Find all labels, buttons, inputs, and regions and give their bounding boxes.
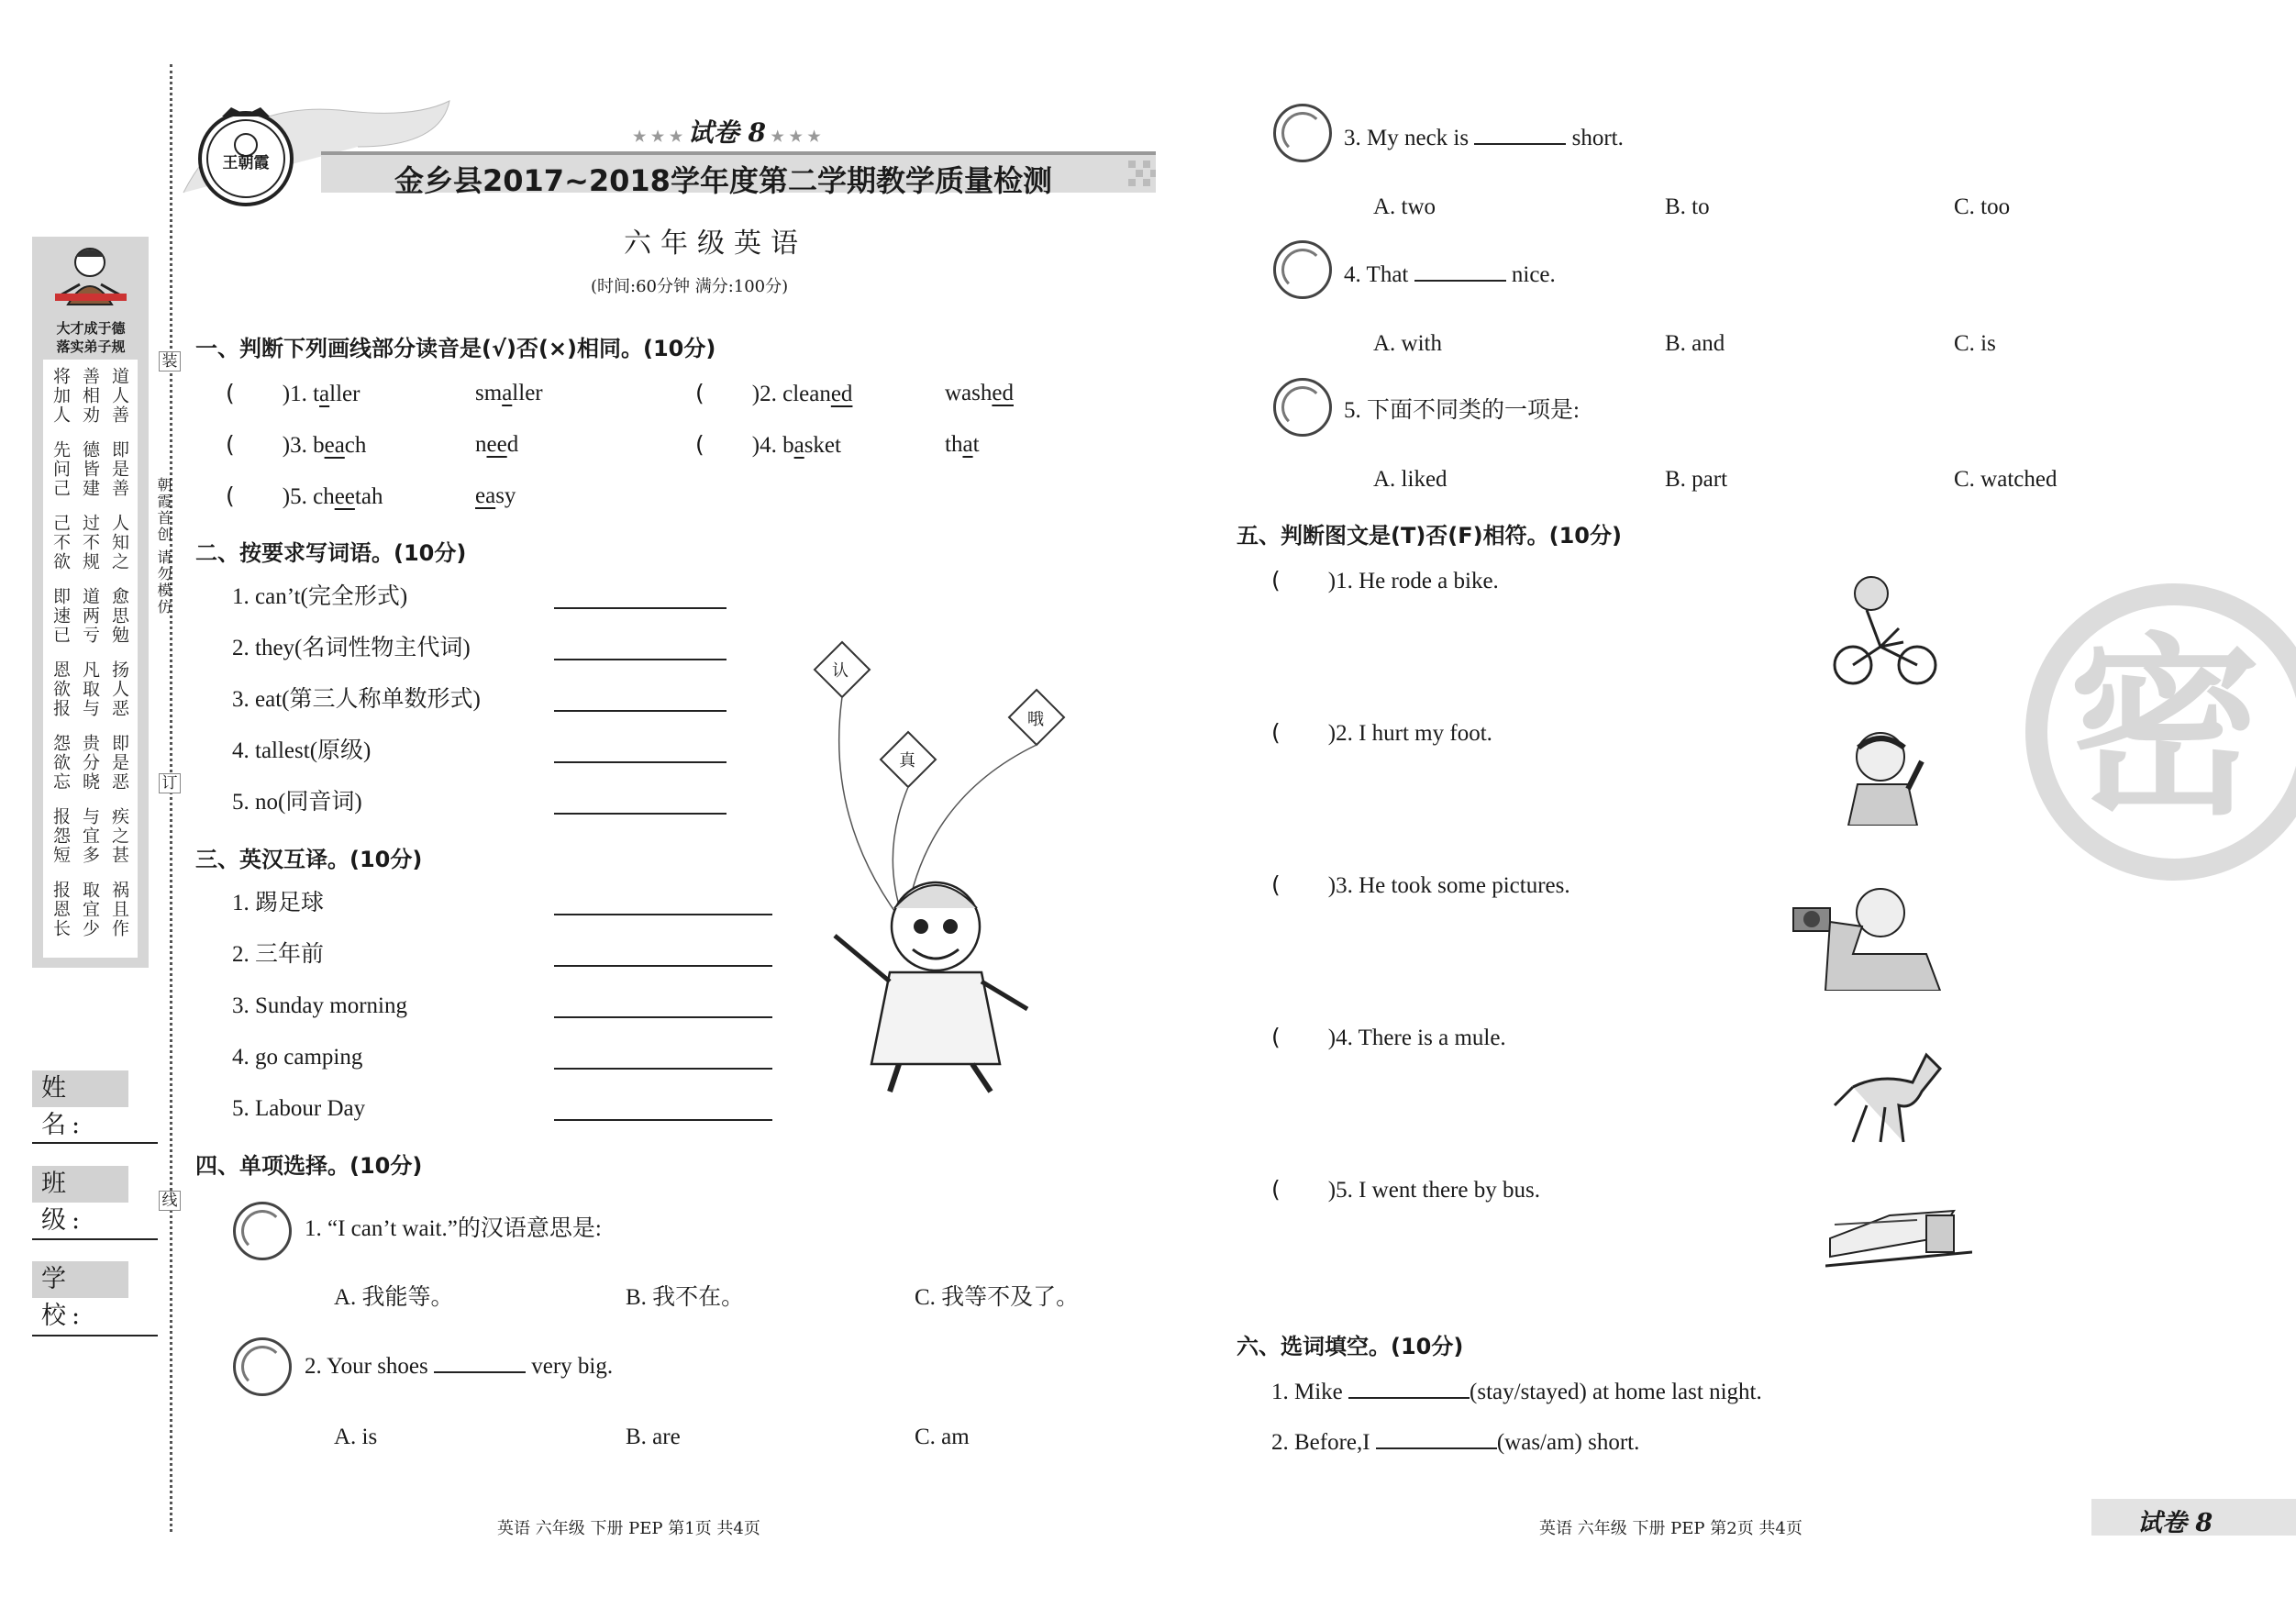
motto-column: 报恩长 [50, 881, 71, 938]
motto-column: 先问己 [50, 440, 71, 498]
section4-title: 四、单项选择。(10分) [195, 1153, 423, 1179]
class-field[interactable] [32, 1238, 158, 1240]
word-2: that [945, 432, 980, 457]
mc-option-b[interactable]: B. are [626, 1425, 681, 1449]
item-number: )1. [282, 382, 307, 406]
question-ring-icon [233, 1337, 292, 1396]
word-1: beach [313, 433, 367, 458]
answer-blank[interactable] [1414, 280, 1506, 282]
picture-judge-item: ( )3. He took some pictures. [1271, 871, 1570, 898]
binding-tag: 线 [159, 1191, 181, 1211]
motto-column: 即速已 [50, 587, 71, 645]
motto-column: 扬人恶 [109, 660, 129, 718]
item-number: )4. [751, 433, 777, 458]
word-form-item: 4. tallest(原级) [232, 738, 372, 763]
section2-title: 二、按要求写词语。(10分) [195, 540, 467, 566]
star-icon: ★ ★ ★ [633, 128, 688, 145]
motto-column: 即是恶 [109, 734, 129, 792]
mc-option-b[interactable]: B. to [1665, 194, 1710, 219]
answer-line[interactable] [554, 659, 727, 660]
picture-judge-item: ( )1. He rode a bike. [1271, 567, 1499, 593]
logo-text: 王朝霞 [222, 154, 270, 172]
motto-column: 德皆建 [80, 440, 100, 498]
mc-option-c[interactable]: C. am [915, 1425, 970, 1449]
answer-line[interactable] [554, 965, 772, 967]
translation-item: 2. 三年前 [232, 942, 325, 967]
word-2: smaller [475, 381, 543, 405]
statement: )2. I hurt my foot. [1327, 721, 1492, 746]
phonics-item: ( )5. cheetah [226, 482, 383, 509]
train-picture [1825, 1202, 1972, 1275]
mc-option-a[interactable]: A. 我能等。 [334, 1285, 454, 1310]
fill-blank-question [1271, 1381, 1762, 1403]
translation-item: 5. Labour Day [232, 1096, 366, 1121]
class-label: 班 级: [32, 1166, 128, 1203]
answer-blank[interactable] [1348, 1397, 1470, 1399]
footer-tag: 试卷 8 [2137, 1509, 2213, 1537]
star-icon: ★ ★ ★ [765, 128, 821, 145]
phonics-item: ( )1. taller [226, 380, 360, 406]
question-text: 3. My neck is [1344, 126, 1470, 150]
boy-on-bike-picture [1830, 573, 1940, 688]
question-text: very big. [531, 1354, 614, 1379]
mc-option-c[interactable]: C. is [1954, 331, 1996, 356]
answer-line[interactable] [554, 914, 772, 915]
footer-right: 英语 六年级 下册 PEP 第2页 共4页 [1539, 1519, 1802, 1538]
kite-label: 认 [832, 661, 849, 681]
translation-item: 3. Sunday morning [232, 993, 407, 1018]
statement: )3. He took some pictures. [1327, 873, 1570, 898]
question-text: short. [1571, 126, 1624, 150]
statement: )4. There is a mule. [1327, 1026, 1506, 1050]
school-field[interactable] [32, 1335, 158, 1336]
question-text: nice. [1511, 262, 1556, 287]
mc-option-c[interactable]: C. watched [1954, 467, 2058, 492]
picture-judge-item: ( )5. I went there by bus. [1271, 1176, 1540, 1203]
word-1: basket [782, 433, 841, 458]
kite-clown-illustration [807, 633, 1119, 1101]
statement: )1. He rode a bike. [1327, 569, 1499, 593]
word-form-item: 3. eat(第三人称单数形式) [232, 687, 481, 712]
subject-title: 六年级英语 [624, 227, 807, 260]
motto-line: 落实弟子规 [56, 338, 126, 355]
motto-column: 将加人 [50, 367, 71, 425]
phonics-item: ( )2. cleaned [695, 380, 853, 406]
mc-question: 5. 下面不同类的一项是: [1344, 398, 1580, 423]
mule-picture [1825, 1041, 1945, 1147]
word-2: washed [945, 381, 1014, 405]
section6-title: 六、选词填空。(10分) [1237, 1334, 1464, 1359]
hurt-girl-picture [1835, 725, 1936, 826]
motto-column: 与宜多 [80, 807, 100, 865]
question-text: (was/am) short. [1496, 1430, 1640, 1455]
answer-blank[interactable] [1376, 1447, 1497, 1449]
question-text: 4. That [1344, 262, 1409, 287]
question-ring-icon [1273, 378, 1332, 437]
mc-option-a[interactable]: A. liked [1373, 467, 1447, 492]
motto-column: 怨欲忘 [50, 734, 71, 792]
seal-character: 密 [2069, 616, 2262, 841]
motto-column: 即是善 [109, 440, 129, 498]
statement: )5. I went there by bus. [1327, 1178, 1540, 1203]
mc-option-b[interactable]: B. 我不在。 [626, 1285, 745, 1310]
phonics-item: ( )4. basket [695, 431, 841, 458]
footer-left: 英语 六年级 下册 PEP 第1页 共4页 [497, 1519, 760, 1538]
binding-tag: 装 [159, 351, 181, 372]
translation-item: 4. go camping [232, 1045, 363, 1070]
kite-label: 真 [899, 751, 915, 771]
paper-tag [633, 113, 821, 150]
motto-column: 道人善 [109, 367, 129, 425]
mc-option-a[interactable]: A. with [1373, 331, 1442, 356]
picture-judge-item: ( )2. I hurt my foot. [1271, 719, 1492, 746]
section3-title: 三、英汉互译。(10分) [195, 847, 423, 872]
question-text: 1. Mike [1271, 1380, 1343, 1404]
name-label: 姓 名: [32, 1070, 128, 1107]
motto-line: 大才成于德 [56, 320, 126, 337]
item-number: )3. [282, 433, 307, 458]
motto-columns [48, 367, 136, 954]
word-1: cleaned [782, 382, 853, 406]
question-ring-icon [233, 1202, 292, 1260]
motto-column: 过不规 [80, 514, 100, 571]
answer-line[interactable] [554, 1068, 772, 1070]
mc-option-c[interactable]: C. too [1954, 194, 2011, 219]
motto-column: 恩欲报 [50, 660, 71, 718]
motto-column: 疾之甚 [109, 807, 129, 865]
section5-title: 五、判断图文是(T)否(F)相符。(10分) [1237, 523, 1622, 549]
motto-column: 祸且作 [109, 881, 129, 938]
photographer-picture [1789, 881, 1945, 991]
question-text: (stay/stayed) at home last night. [1470, 1380, 1762, 1404]
fill-blank-question [1271, 1431, 1639, 1454]
answer-line[interactable] [554, 1119, 772, 1121]
mc-option-a[interactable]: A. two [1373, 194, 1436, 219]
school-label: 学 校: [32, 1261, 128, 1298]
translation-item: 1. 踢足球 [232, 891, 325, 915]
motto-column: 道两亏 [80, 587, 100, 645]
item-number: )2. [751, 382, 777, 406]
section1-title: 一、判断下列画线部分读音是(√)否(×)相同。(10分) [195, 336, 716, 361]
mc-option-c[interactable]: C. 我等不及了。 [915, 1285, 1080, 1310]
motto-column: 善相劝 [80, 367, 100, 425]
picture-judge-item: ( )4. There is a mule. [1271, 1024, 1506, 1050]
word-form-item: 1. can’t(完全形式) [232, 584, 408, 609]
word-form-item: 5. no(同音词) [232, 790, 362, 815]
answer-line[interactable] [554, 1016, 772, 1018]
phonics-item: ( )3. beach [226, 431, 367, 458]
word-1: taller [313, 382, 360, 406]
question-text: 2. Your shoes [305, 1354, 428, 1379]
motto-column: 愈思勉 [109, 587, 129, 645]
binding-tag: 订 [159, 773, 181, 793]
question-ring-icon [1273, 240, 1332, 299]
kite-label: 哦 [1027, 710, 1044, 729]
motto-column: 贵分晓 [80, 734, 100, 792]
mc-option-b[interactable]: B. and [1665, 331, 1725, 356]
motto-column: 己不欲 [50, 514, 71, 571]
item-number: )5. [282, 484, 307, 509]
exam-title: 金乡县2017~2018学年度第二学期教学质量检测 [394, 163, 1052, 198]
answer-line[interactable] [554, 607, 727, 609]
answer-line[interactable] [554, 710, 727, 712]
answer-line[interactable] [554, 813, 727, 815]
answer-line[interactable] [554, 761, 727, 763]
copyright-note: 朝霞首创 请勿模仿 [155, 477, 172, 616]
motto-top [37, 319, 145, 356]
question-ring-icon [1273, 104, 1332, 162]
mc-question: 1. “I can’t wait.”的汉语意思是: [305, 1216, 602, 1241]
answer-blank[interactable] [434, 1371, 526, 1373]
mc-question [305, 1355, 613, 1378]
motto-column: 人知之 [109, 514, 129, 571]
motto-column: 取宜少 [80, 881, 100, 938]
paper-tag-label: 试卷 8 [687, 117, 766, 148]
word-1: cheetah [313, 484, 383, 509]
motto-column: 凡取与 [80, 660, 100, 718]
word-2: easy [475, 483, 516, 508]
question-text: 2. Before,I [1271, 1430, 1370, 1455]
mascot-illustration [48, 240, 133, 316]
word-2: need [475, 432, 519, 457]
name-field[interactable] [32, 1142, 158, 1144]
word-form-item: 2. they(名词性物主代词) [232, 636, 471, 660]
mc-option-b[interactable]: B. part [1665, 467, 1728, 492]
mc-question [1344, 127, 1624, 150]
motto-column: 报怨短 [50, 807, 71, 865]
exam-meta: (时间:60分钟 满分:100分) [591, 277, 789, 296]
mc-option-a[interactable]: A. is [334, 1425, 378, 1449]
mc-question [1344, 263, 1556, 286]
binding-line [170, 64, 172, 1532]
answer-blank[interactable] [1474, 143, 1566, 145]
